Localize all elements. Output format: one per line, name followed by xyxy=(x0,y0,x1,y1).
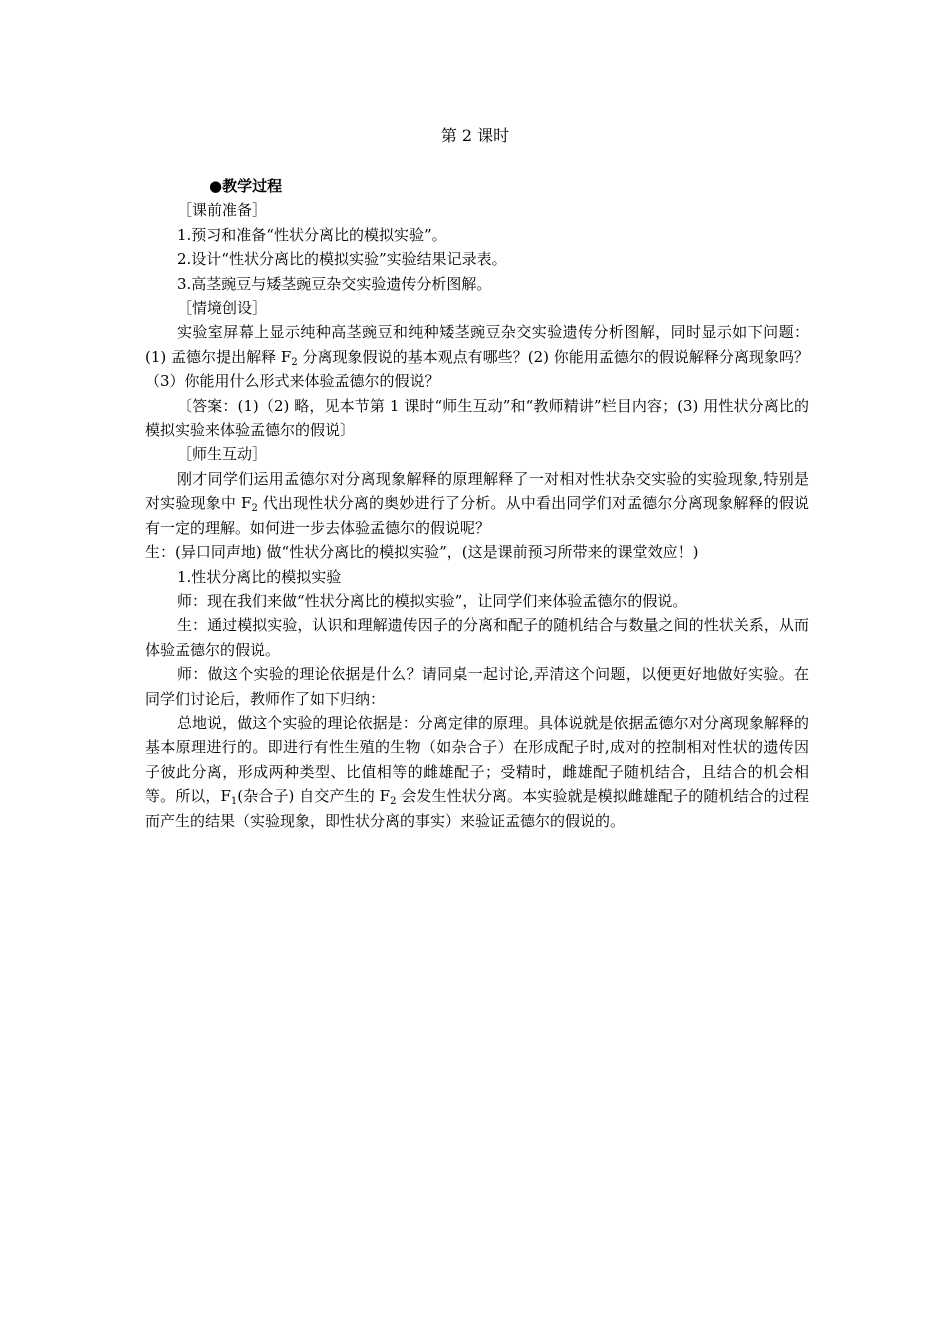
interaction-text-b: 代出现性状分离的奥妙进行了分析。从中看出同学们对孟德尔分离现象解释的假说有一定的理解。如何进一步去体验孟德尔的假说呢？ xyxy=(145,494,809,537)
experiment-title: 1.性状分离比的模拟实验 xyxy=(177,567,342,586)
teacher-line-1: 师：现在我们来做“性状分离比的模拟实验”，让同学们来体验孟德尔的假说。 xyxy=(177,591,688,610)
document-body xyxy=(145,174,809,833)
summary-subscript-1: 1 xyxy=(230,796,238,808)
summary-subscript-2: 2 xyxy=(390,796,397,808)
page-title: 第 2 课时 xyxy=(440,126,510,145)
scenario-text-a: 实验室屏幕上显示纯种高茎豌豆和纯种矮茎豌豆杂交实验遗传分析图解，同时显示如下问题：(1) 孟德尔提出解释 F xyxy=(145,323,809,366)
student-line-2: 生：通过模拟实验，认识和理解遗传因子的分离和配子的随机结合与数量之间的性状关系，从而体验孟德尔的假说。 xyxy=(145,616,809,659)
prep-item-3: 3.高茎豌豆与矮茎豌豆杂交实验遗传分析图解。 xyxy=(177,274,492,293)
bullet-icon: ● xyxy=(209,177,223,195)
summary-text-a: 总地说，做这个实验的理论依据是：分离定律的原理。具体说就是依据孟德尔对分离现象解释的基本原理进行的。即进行有性生殖的生物（如杂合子）在形成配子时,成对的控制相对性状的遗传因子彼此分离，形成两种类型、比值相等的雌雄配子；受精时，雌雄配子随机结合，且结合的机会相等。所以，F xyxy=(145,713,809,806)
scenario-text-b: 分离现象假说的基本观点有哪些？(2) 你能用孟德尔的假说解释分离现象吗？（3）你能用什么形式来体验孟德尔的假说？ xyxy=(145,347,809,391)
section-heading-text: 教学过程 xyxy=(222,177,283,195)
interaction-paragraph xyxy=(145,467,809,540)
interaction-text-a: 刚才同学们运用孟德尔对分离现象解释的原理解释了一对相对性状杂交实验的实验现象,特别是对实验现象中 F xyxy=(145,469,809,513)
scenario-paragraph xyxy=(145,320,809,393)
summary-text-c: 会发生性状分离。本实验就是模拟雌雄配子的随机结合的过程而产生的结果（实验现象，即性状分离的事实）来验证孟德尔的假说的。 xyxy=(145,787,809,830)
student-line: 生：(异口同声地) 做“性状分离比的模拟实验”，(这是课前预习所带来的课堂效应！) xyxy=(145,543,699,562)
answer-paragraph: 〔答案：(1)（2) 略，见本节第 1 课时“师生互动”和“教师精讲”栏目内容；(3) 用性状分离比的模拟实验来体验孟德尔的假说〕 xyxy=(145,396,809,440)
interaction-subscript: 2 xyxy=(251,503,258,515)
teacher-line-2: 师：做这个实验的理论依据是什么？请同桌一起讨论,弄清这个问题，以便更好地做好实验。在同学们讨论后，教师作了如下归纳： xyxy=(145,665,809,708)
interaction-header: ［师生互动］ xyxy=(177,445,268,464)
prep-item-2: 2.设计“性状分离比的模拟实验”实验结果记录表。 xyxy=(177,250,507,269)
scenario-subscript: 2 xyxy=(291,356,298,368)
scenario-header: ［情境创设］ xyxy=(177,299,268,318)
summary-paragraph xyxy=(145,711,809,833)
section-heading xyxy=(145,174,809,198)
summary-text-b: (杂合子) 自交产生的 F xyxy=(237,787,391,806)
prep-item-1: 1.预习和准备“性状分离比的模拟实验”。 xyxy=(177,225,447,244)
prep-header: ［课前准备］ xyxy=(177,201,268,220)
